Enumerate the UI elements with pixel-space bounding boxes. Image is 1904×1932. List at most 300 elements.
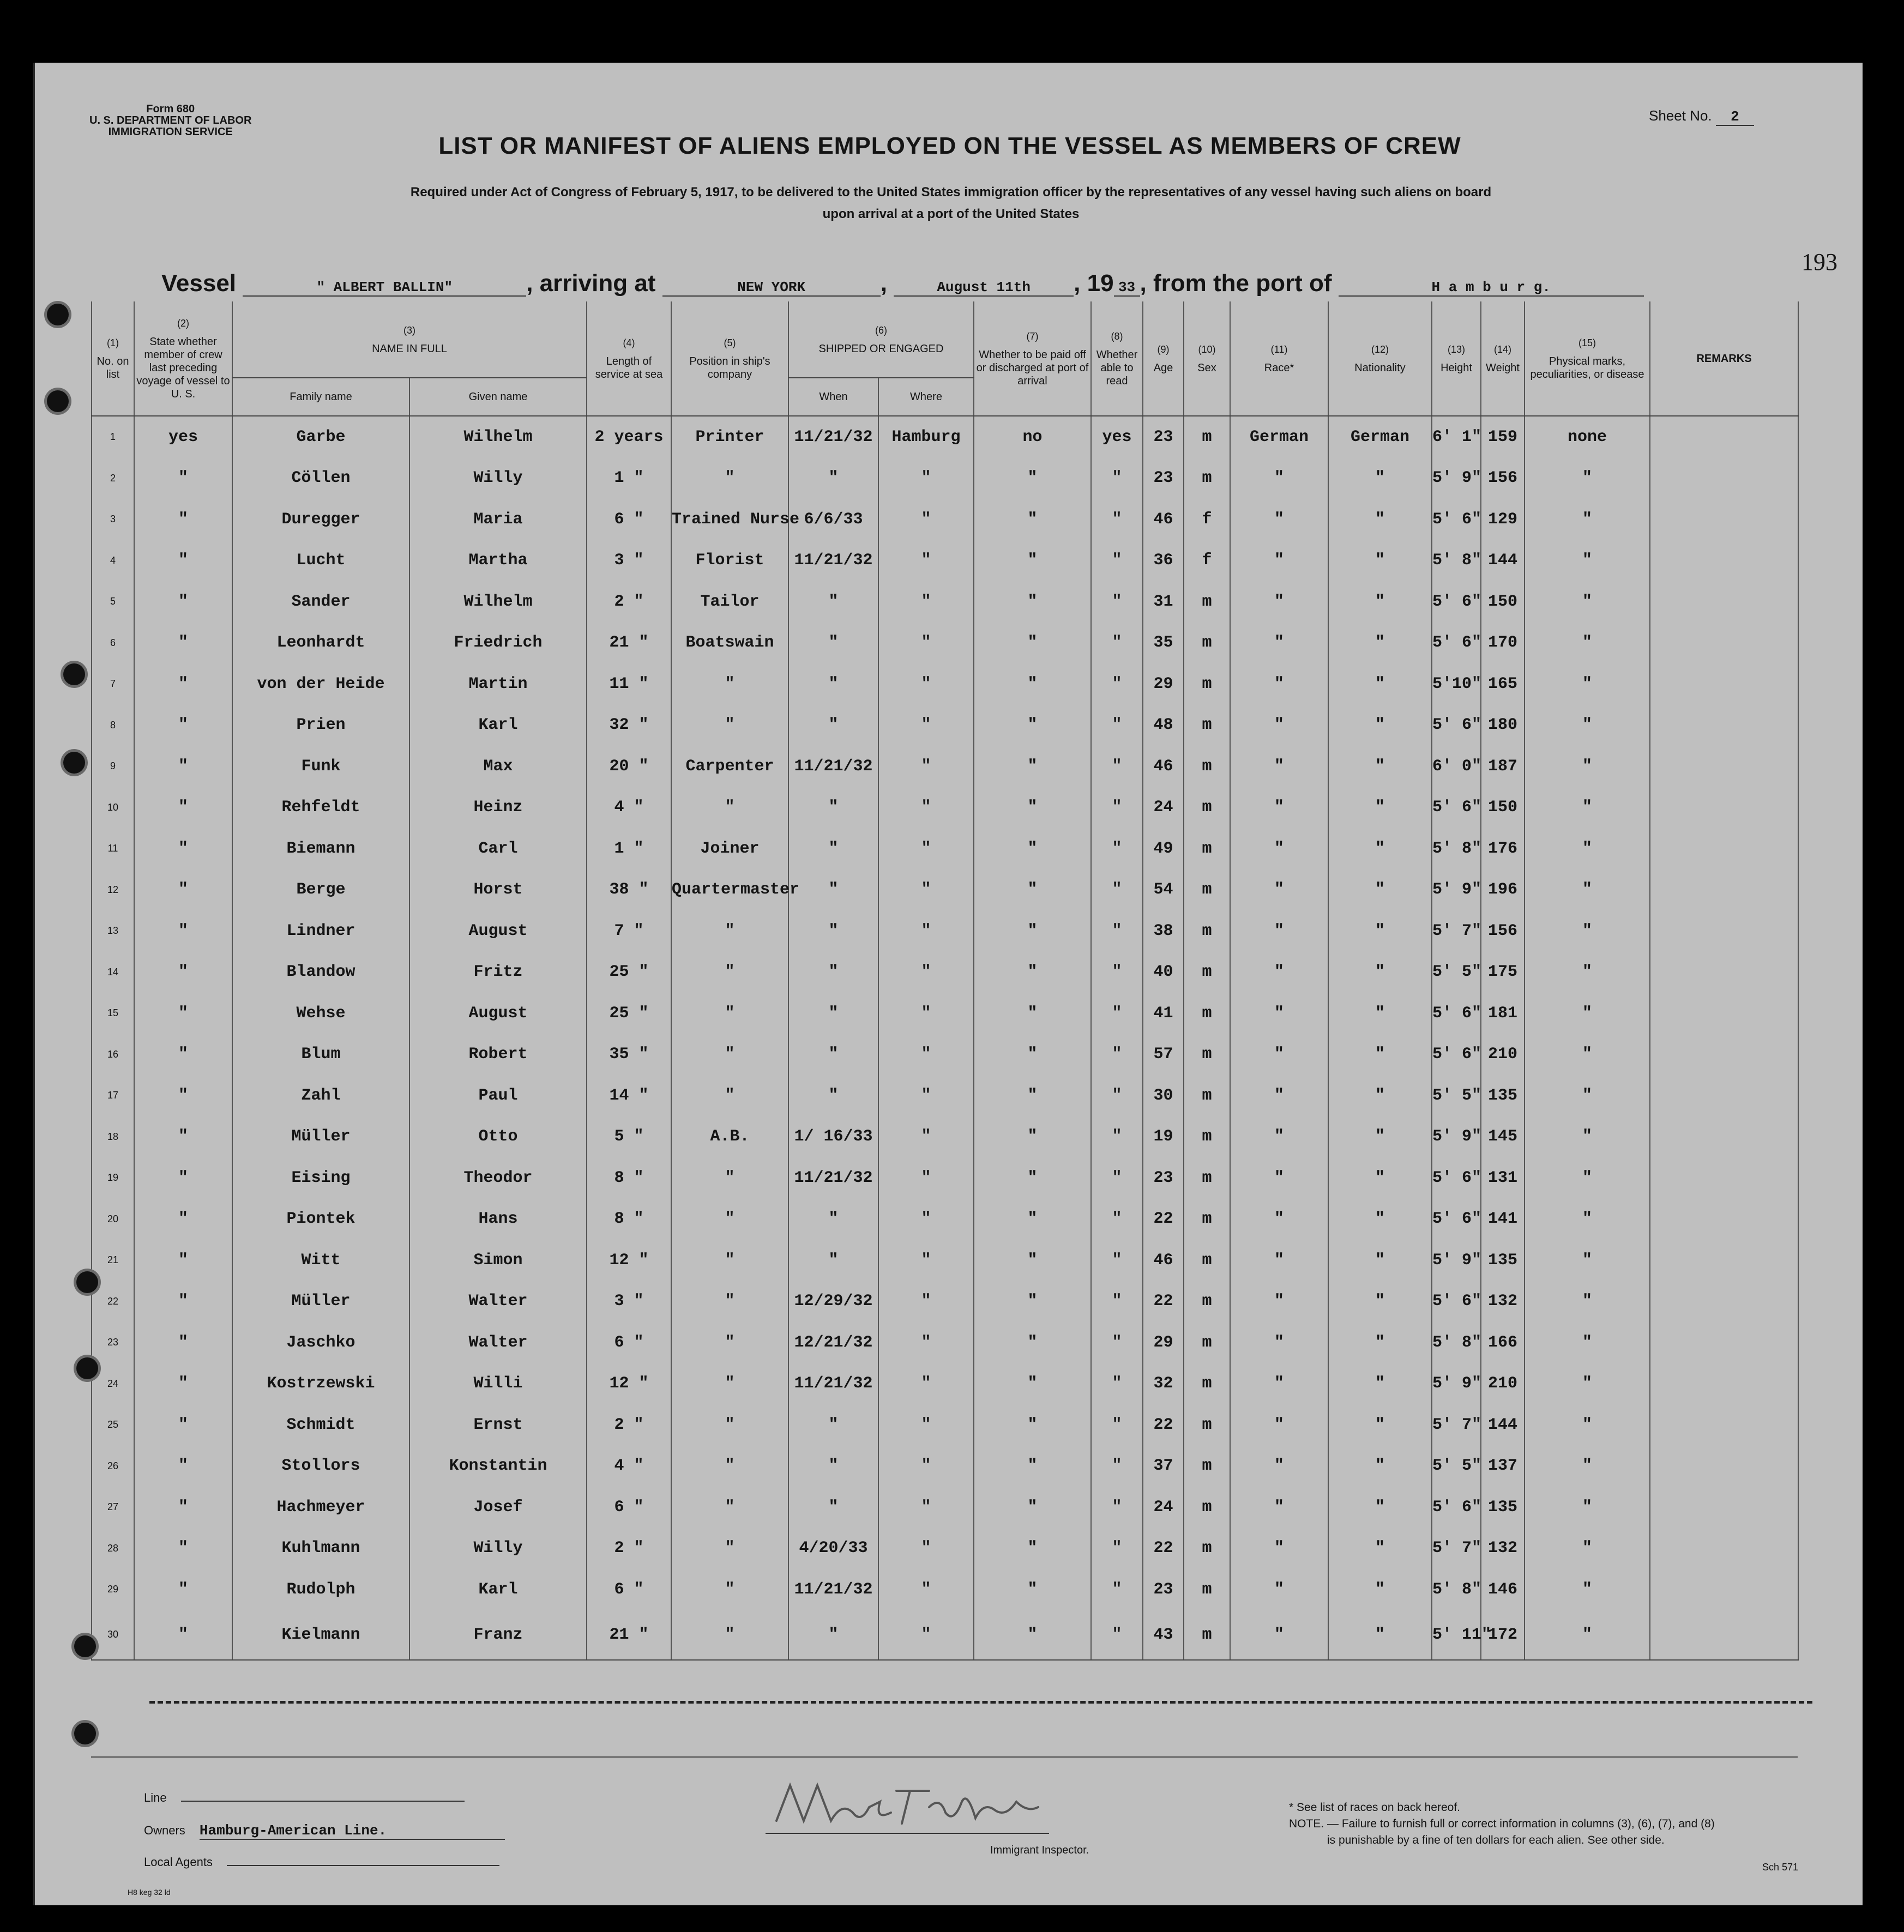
col-header-given-name: Given name xyxy=(409,378,587,416)
cell-nationality: " xyxy=(1328,623,1432,664)
cell-previous-voyage: " xyxy=(134,1610,232,1660)
print-code: H8 keg 32 ld xyxy=(128,1888,171,1897)
cell-position: " xyxy=(671,993,788,1034)
cell-race: " xyxy=(1230,1446,1328,1487)
cell-length-of-service: 21 " xyxy=(587,623,671,664)
cell-able-to-read: " xyxy=(1091,1322,1143,1363)
cell-paid-off: " xyxy=(974,1157,1091,1199)
cell-shipped-when: " xyxy=(788,910,878,952)
cell-given-name: Martin xyxy=(409,663,587,705)
cell-remarks xyxy=(1650,663,1798,705)
cell-position: " xyxy=(671,952,788,993)
cell-row-number: 28 xyxy=(92,1528,134,1569)
cell-height: 5' 7" xyxy=(1432,1404,1481,1446)
cell-race: " xyxy=(1230,1199,1328,1240)
page-number: 193 xyxy=(1801,249,1837,275)
cell-physical-marks: " xyxy=(1525,870,1650,911)
cell-weight: 144 xyxy=(1481,1404,1525,1446)
cell-shipped-when: " xyxy=(788,828,878,870)
cell-length-of-service: 14 " xyxy=(587,1075,671,1116)
manifest-title: LIST OR MANIFEST OF ALIENS EMPLOYED ON THE VESSEL AS MEMBERS OF CREW xyxy=(438,132,1461,159)
cell-shipped-when: 4/20/33 xyxy=(788,1528,878,1569)
crew-row xyxy=(92,1034,1798,1076)
arrival-date: August 11th xyxy=(894,279,1074,297)
cell-shipped-where: " xyxy=(878,499,974,540)
cell-height: 5' 9" xyxy=(1432,458,1481,499)
cell-paid-off: " xyxy=(974,1363,1091,1405)
cell-nationality: " xyxy=(1328,787,1432,829)
cell-remarks xyxy=(1650,1446,1798,1487)
cell-family-name: Sander xyxy=(232,581,409,623)
cell-physical-marks: " xyxy=(1525,1528,1650,1569)
cell-family-name: Rehfeldt xyxy=(232,787,409,829)
cell-height: 5' 11" xyxy=(1432,1610,1481,1660)
cell-height: 5' 7" xyxy=(1432,910,1481,952)
race-note: * See list of races on back hereof. xyxy=(1289,1801,1461,1814)
cell-height: 5' 9" xyxy=(1432,870,1481,911)
cell-given-name: Simon xyxy=(409,1240,587,1281)
from-port-label: , from the port of xyxy=(1140,270,1332,297)
cell-sex: m xyxy=(1184,910,1230,952)
cell-shipped-where: " xyxy=(878,705,974,746)
cell-given-name: Martha xyxy=(409,540,587,582)
cell-shipped-where: " xyxy=(878,1116,974,1158)
cell-remarks xyxy=(1650,1199,1798,1240)
cell-age: 31 xyxy=(1143,581,1184,623)
cell-physical-marks: " xyxy=(1525,1610,1650,1660)
cell-age: 22 xyxy=(1143,1528,1184,1569)
cell-physical-marks: " xyxy=(1525,540,1650,582)
cell-paid-off: " xyxy=(974,623,1091,664)
cell-row-number: 22 xyxy=(92,1281,134,1323)
cell-remarks xyxy=(1650,1034,1798,1076)
cell-race: " xyxy=(1230,581,1328,623)
cell-height: 5' 6" xyxy=(1432,499,1481,540)
cell-race: " xyxy=(1230,1487,1328,1528)
cell-previous-voyage: " xyxy=(134,1404,232,1446)
cell-previous-voyage: " xyxy=(134,1075,232,1116)
cell-height: 5' 6" xyxy=(1432,705,1481,746)
cell-shipped-where: " xyxy=(878,1610,974,1660)
owners-label: Owners xyxy=(144,1824,185,1837)
col-header-position: (5) Position in ship's company xyxy=(671,301,788,416)
cell-given-name: Maria xyxy=(409,499,587,540)
cell-physical-marks: " xyxy=(1525,1157,1650,1199)
cell-race: German xyxy=(1230,416,1328,458)
note-line-2: is punishable by a fine of ten dollars for each alien. See other side. xyxy=(1327,1834,1665,1846)
cell-physical-marks: " xyxy=(1525,1487,1650,1528)
cell-family-name: Biemann xyxy=(232,828,409,870)
cell-previous-voyage: " xyxy=(134,623,232,664)
cell-able-to-read: " xyxy=(1091,1404,1143,1446)
cell-weight: 131 xyxy=(1481,1157,1525,1199)
cell-height: 5' 9" xyxy=(1432,1363,1481,1405)
cell-remarks xyxy=(1650,1569,1798,1610)
cell-shipped-where: " xyxy=(878,1569,974,1610)
cell-sex: m xyxy=(1184,870,1230,911)
crew-row xyxy=(92,1446,1798,1487)
cell-nationality: " xyxy=(1328,1322,1432,1363)
cell-nationality: " xyxy=(1328,581,1432,623)
cell-family-name: Schmidt xyxy=(232,1404,409,1446)
cell-nationality: " xyxy=(1328,870,1432,911)
cell-given-name: Otto xyxy=(409,1116,587,1158)
cell-shipped-when: " xyxy=(788,1199,878,1240)
cell-given-name: Paul xyxy=(409,1075,587,1116)
crew-row xyxy=(92,952,1798,993)
cell-able-to-read: " xyxy=(1091,1281,1143,1323)
cell-weight: 166 xyxy=(1481,1322,1525,1363)
cell-position: Boatswain xyxy=(671,623,788,664)
cell-age: 30 xyxy=(1143,1075,1184,1116)
crew-row xyxy=(92,828,1798,870)
cell-shipped-when: " xyxy=(788,705,878,746)
local-agents-field xyxy=(227,1865,499,1866)
cell-previous-voyage: " xyxy=(134,1116,232,1158)
cell-able-to-read: " xyxy=(1091,910,1143,952)
cell-age: 23 xyxy=(1143,458,1184,499)
cell-paid-off: " xyxy=(974,870,1091,911)
crew-row xyxy=(92,540,1798,582)
cell-length-of-service: 6 " xyxy=(587,499,671,540)
sheet-number-value: 2 xyxy=(1716,108,1754,126)
cell-race: " xyxy=(1230,1240,1328,1281)
crew-row xyxy=(92,623,1798,664)
binder-hole xyxy=(74,1635,96,1657)
cell-row-number: 7 xyxy=(92,663,134,705)
cell-shipped-when: " xyxy=(788,663,878,705)
crew-row xyxy=(92,1199,1798,1240)
cell-length-of-service: 6 " xyxy=(587,1569,671,1610)
binder-hole xyxy=(63,663,85,685)
cell-given-name: Willy xyxy=(409,1528,587,1569)
cell-age: 23 xyxy=(1143,1157,1184,1199)
cell-able-to-read: " xyxy=(1091,1199,1143,1240)
cell-length-of-service: 1 " xyxy=(587,828,671,870)
cell-physical-marks: " xyxy=(1525,1199,1650,1240)
cell-family-name: Zahl xyxy=(232,1075,409,1116)
cell-previous-voyage: " xyxy=(134,787,232,829)
cell-shipped-where: " xyxy=(878,910,974,952)
departure-port: H a m b u r g. xyxy=(1339,279,1644,297)
cell-sex: m xyxy=(1184,828,1230,870)
cell-paid-off: " xyxy=(974,705,1091,746)
cell-able-to-read: " xyxy=(1091,993,1143,1034)
crew-row xyxy=(92,1610,1798,1660)
cell-race: " xyxy=(1230,540,1328,582)
cell-race: " xyxy=(1230,705,1328,746)
cell-previous-voyage: " xyxy=(134,1363,232,1405)
crew-row xyxy=(92,1281,1798,1323)
cell-sex: m xyxy=(1184,1199,1230,1240)
cell-row-number: 9 xyxy=(92,746,134,787)
cell-sex: m xyxy=(1184,952,1230,993)
cell-length-of-service: 8 " xyxy=(587,1199,671,1240)
cell-sex: m xyxy=(1184,1116,1230,1158)
cell-row-number: 16 xyxy=(92,1034,134,1076)
cell-physical-marks: " xyxy=(1525,1075,1650,1116)
cell-shipped-where: " xyxy=(878,1363,974,1405)
cell-paid-off: " xyxy=(974,1075,1091,1116)
cell-length-of-service: 25 " xyxy=(587,993,671,1034)
cell-nationality: " xyxy=(1328,1116,1432,1158)
cell-given-name: Ernst xyxy=(409,1404,587,1446)
cell-previous-voyage: " xyxy=(134,870,232,911)
crew-row xyxy=(92,416,1798,458)
cell-given-name: Carl xyxy=(409,828,587,870)
cell-shipped-where: " xyxy=(878,1240,974,1281)
cell-physical-marks: " xyxy=(1525,910,1650,952)
cell-able-to-read: " xyxy=(1091,1569,1143,1610)
cell-able-to-read: " xyxy=(1091,1116,1143,1158)
cell-previous-voyage: " xyxy=(134,1199,232,1240)
cell-shipped-where: " xyxy=(878,746,974,787)
arrival-year: 33 xyxy=(1114,279,1140,297)
cell-previous-voyage: " xyxy=(134,499,232,540)
cell-position: " xyxy=(671,1075,788,1116)
cell-shipped-when: " xyxy=(788,1610,878,1660)
cell-row-number: 4 xyxy=(92,540,134,582)
cell-family-name: Stollors xyxy=(232,1446,409,1487)
arriving-label: , arriving at xyxy=(526,270,656,297)
cell-length-of-service: 5 " xyxy=(587,1116,671,1158)
cell-remarks xyxy=(1650,1240,1798,1281)
cell-row-number: 29 xyxy=(92,1569,134,1610)
cell-physical-marks: " xyxy=(1525,952,1650,993)
cell-age: 29 xyxy=(1143,663,1184,705)
col-header-when: When xyxy=(788,378,878,416)
footer-line xyxy=(144,1791,465,1805)
cell-nationality: " xyxy=(1328,1199,1432,1240)
cell-given-name: Theodor xyxy=(409,1157,587,1199)
cell-able-to-read: " xyxy=(1091,1157,1143,1199)
cell-age: 19 xyxy=(1143,1116,1184,1158)
cell-able-to-read: " xyxy=(1091,870,1143,911)
cell-race: " xyxy=(1230,499,1328,540)
inspector-label: Immigrant Inspector. xyxy=(990,1844,1089,1856)
cell-height: 5' 6" xyxy=(1432,1487,1481,1528)
cell-age: 22 xyxy=(1143,1199,1184,1240)
cell-nationality: " xyxy=(1328,1240,1432,1281)
cell-family-name: Funk xyxy=(232,746,409,787)
cell-previous-voyage: " xyxy=(134,1157,232,1199)
cell-shipped-where: " xyxy=(878,1157,974,1199)
cell-family-name: Hachmeyer xyxy=(232,1487,409,1528)
cell-position: " xyxy=(671,705,788,746)
line-field xyxy=(181,1801,465,1802)
cell-given-name: Fritz xyxy=(409,952,587,993)
footer-notes xyxy=(1289,1800,1715,1849)
cell-row-number: 18 xyxy=(92,1116,134,1158)
cell-nationality: " xyxy=(1328,1034,1432,1076)
cell-paid-off: " xyxy=(974,1281,1091,1323)
binder-hole xyxy=(76,1271,98,1293)
cell-race: " xyxy=(1230,993,1328,1034)
cell-nationality: " xyxy=(1328,1404,1432,1446)
cell-physical-marks: " xyxy=(1525,1034,1650,1076)
cell-length-of-service: 12 " xyxy=(587,1240,671,1281)
cell-height: 6' 1" xyxy=(1432,416,1481,458)
cell-physical-marks: " xyxy=(1525,623,1650,664)
cell-shipped-when: " xyxy=(788,787,878,829)
cell-length-of-service: 20 " xyxy=(587,746,671,787)
cell-given-name: Walter xyxy=(409,1281,587,1323)
cell-sex: f xyxy=(1184,499,1230,540)
cell-position: " xyxy=(671,458,788,499)
cell-position: A.B. xyxy=(671,1116,788,1158)
col-header-no: (1) No. on list xyxy=(92,301,134,416)
cell-nationality: " xyxy=(1328,828,1432,870)
col-header-nationality: (12) Nationality xyxy=(1328,301,1432,416)
cell-paid-off: " xyxy=(974,787,1091,829)
cell-previous-voyage: " xyxy=(134,1034,232,1076)
cell-shipped-when: " xyxy=(788,1240,878,1281)
cell-position: Carpenter xyxy=(671,746,788,787)
cell-physical-marks: " xyxy=(1525,993,1650,1034)
cell-remarks xyxy=(1650,1116,1798,1158)
cell-sex: m xyxy=(1184,746,1230,787)
cell-able-to-read: yes xyxy=(1091,416,1143,458)
cell-age: 22 xyxy=(1143,1404,1184,1446)
cell-position: " xyxy=(671,1446,788,1487)
binder-hole xyxy=(47,304,69,325)
cell-length-of-service: 25 " xyxy=(587,952,671,993)
cell-physical-marks: " xyxy=(1525,458,1650,499)
cell-position: " xyxy=(671,1281,788,1323)
cell-length-of-service: 7 " xyxy=(587,910,671,952)
cell-height: 5' 7" xyxy=(1432,1528,1481,1569)
cell-race: " xyxy=(1230,910,1328,952)
cell-physical-marks: " xyxy=(1525,705,1650,746)
crew-row xyxy=(92,705,1798,746)
cell-shipped-where: " xyxy=(878,1075,974,1116)
cell-height: 5' 5" xyxy=(1432,1446,1481,1487)
cell-row-number: 2 xyxy=(92,458,134,499)
cell-sex: m xyxy=(1184,993,1230,1034)
cell-paid-off: " xyxy=(974,1446,1091,1487)
crew-row xyxy=(92,1487,1798,1528)
cell-previous-voyage: " xyxy=(134,663,232,705)
cell-family-name: Witt xyxy=(232,1240,409,1281)
cell-previous-voyage: " xyxy=(134,1487,232,1528)
cell-row-number: 30 xyxy=(92,1610,134,1660)
cell-family-name: Müller xyxy=(232,1116,409,1158)
cell-race: " xyxy=(1230,1363,1328,1405)
cell-family-name: Kuhlmann xyxy=(232,1528,409,1569)
cell-weight: 180 xyxy=(1481,705,1525,746)
cell-weight: 176 xyxy=(1481,828,1525,870)
cell-sex: m xyxy=(1184,1446,1230,1487)
year-prefix: 19 xyxy=(1087,270,1114,297)
cell-nationality: " xyxy=(1328,993,1432,1034)
cell-able-to-read: " xyxy=(1091,499,1143,540)
cell-physical-marks: " xyxy=(1525,1281,1650,1323)
cell-age: 37 xyxy=(1143,1446,1184,1487)
cell-remarks xyxy=(1650,623,1798,664)
cell-weight: 141 xyxy=(1481,1199,1525,1240)
crew-row xyxy=(92,1240,1798,1281)
cell-remarks xyxy=(1650,993,1798,1034)
cell-shipped-when: " xyxy=(788,1446,878,1487)
cell-race: " xyxy=(1230,1281,1328,1323)
cell-physical-marks: " xyxy=(1525,1116,1650,1158)
crew-row xyxy=(92,1404,1798,1446)
cell-nationality: " xyxy=(1328,1157,1432,1199)
manifest-sheet xyxy=(33,63,1863,1905)
cell-height: 5' 6" xyxy=(1432,787,1481,829)
cell-age: 36 xyxy=(1143,540,1184,582)
cell-physical-marks: " xyxy=(1525,746,1650,787)
cell-given-name: Franz xyxy=(409,1610,587,1660)
cell-weight: 135 xyxy=(1481,1240,1525,1281)
cell-nationality: " xyxy=(1328,1363,1432,1405)
cell-row-number: 20 xyxy=(92,1199,134,1240)
line-label: Line xyxy=(144,1791,167,1804)
cell-length-of-service: 2 years xyxy=(587,416,671,458)
cell-length-of-service: 2 " xyxy=(587,1528,671,1569)
cell-sex: m xyxy=(1184,623,1230,664)
cell-family-name: Blandow xyxy=(232,952,409,993)
crew-row xyxy=(92,870,1798,911)
cell-race: " xyxy=(1230,1528,1328,1569)
cell-shipped-when: 1/ 16/33 xyxy=(788,1116,878,1158)
cell-weight: 146 xyxy=(1481,1569,1525,1610)
cell-shipped-where: " xyxy=(878,1528,974,1569)
cell-weight: 172 xyxy=(1481,1610,1525,1660)
cell-paid-off: " xyxy=(974,1116,1091,1158)
cell-length-of-service: 2 " xyxy=(587,581,671,623)
cell-row-number: 13 xyxy=(92,910,134,952)
cell-weight: 156 xyxy=(1481,458,1525,499)
cell-length-of-service: 4 " xyxy=(587,787,671,829)
cell-position: Tailor xyxy=(671,581,788,623)
cell-given-name: Josef xyxy=(409,1487,587,1528)
cell-family-name: Kielmann xyxy=(232,1610,409,1660)
cell-shipped-where: " xyxy=(878,787,974,829)
cell-remarks xyxy=(1650,1404,1798,1446)
cell-age: 46 xyxy=(1143,499,1184,540)
footer-agents xyxy=(144,1855,499,1869)
cell-shipped-when: 12/21/32 xyxy=(788,1322,878,1363)
cell-able-to-read: " xyxy=(1091,581,1143,623)
cell-height: 5' 6" xyxy=(1432,1281,1481,1323)
cell-shipped-where: " xyxy=(878,1487,974,1528)
cell-physical-marks: " xyxy=(1525,499,1650,540)
cell-remarks xyxy=(1650,458,1798,499)
cell-given-name: Heinz xyxy=(409,787,587,829)
cell-paid-off: " xyxy=(974,1034,1091,1076)
cell-previous-voyage: " xyxy=(134,581,232,623)
cell-nationality: " xyxy=(1328,705,1432,746)
cell-row-number: 1 xyxy=(92,416,134,458)
cell-family-name: Leonhardt xyxy=(232,623,409,664)
crew-row xyxy=(92,993,1798,1034)
cell-family-name: Piontek xyxy=(232,1199,409,1240)
cell-shipped-when: 12/29/32 xyxy=(788,1281,878,1323)
cell-weight: 210 xyxy=(1481,1034,1525,1076)
cell-row-number: 19 xyxy=(92,1157,134,1199)
cell-able-to-read: " xyxy=(1091,1075,1143,1116)
cell-shipped-when: 11/21/32 xyxy=(788,416,878,458)
cell-paid-off: " xyxy=(974,663,1091,705)
cell-family-name: Cöllen xyxy=(232,458,409,499)
cell-shipped-when: " xyxy=(788,1487,878,1528)
cell-given-name: Willi xyxy=(409,1363,587,1405)
cell-position: " xyxy=(671,1487,788,1528)
cell-able-to-read: " xyxy=(1091,828,1143,870)
cell-able-to-read: " xyxy=(1091,1034,1143,1076)
cell-paid-off: " xyxy=(974,1487,1091,1528)
